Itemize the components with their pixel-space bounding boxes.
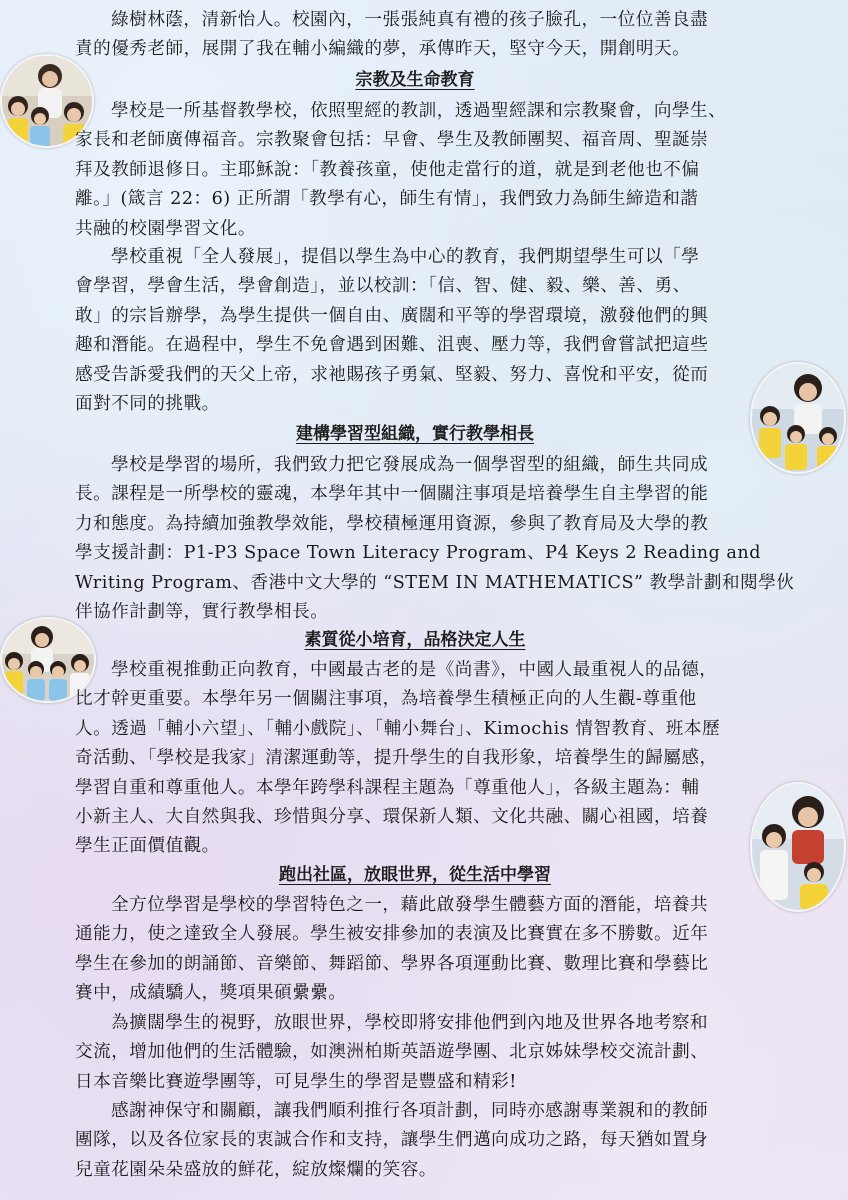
text-line: 家長和老師廣傳福音。宗教聚會包括：早會、學生及教師團契、福音周、聖誕崇 [75, 130, 709, 151]
text-line: 感受告訴愛我們的天父上帝，求祂賜孩子勇氣、堅毅、努力、喜悅和平安，從而 [75, 364, 709, 385]
text-line: 伴協作計劃等，實行教學相長。 [75, 601, 329, 622]
intro-paragraph [75, 6, 755, 65]
section4-paragraph-1 [75, 891, 755, 1009]
text-line: 團隊，以及各位家長的衷誠合作和支持，讓學生們邁向成功之路，每天猶如置身 [75, 1130, 709, 1151]
text-line: Writing Program、香港中文大學的 “STEM IN MATHEMATICS” 教學計劃和閱學伙 [75, 572, 795, 593]
section2-paragraph-1 [75, 451, 795, 627]
text-line: 面對不同的挑戰。 [75, 393, 220, 414]
text-line: 責的優秀老師，展開了我在輔小編織的夢，承傳昨天，堅守今天，開創明天。 [75, 39, 691, 60]
section-heading-character: 素質從小培育，品格決定人生 [304, 630, 526, 650]
text-line: 綠樹林蔭，清新怡人。校園內，一張張純真有禮的孩子臉孔，一位位善良盡 [111, 10, 709, 30]
text-line: 通能力，使之達致全人發展。學生被安排參加的表演及比賽實在多不勝數。近年 [75, 924, 709, 945]
text-line: 離。」(箴言 22：6) 正所謂「教學有心，師生有情」，我們致力為師生締造和諧 [75, 189, 699, 210]
text-line: 學生在參加的朗誦節、音樂節、舞蹈節、學界各項運動比賽、數理比賽和學藝比 [75, 953, 709, 974]
text-line: 賽中，成績驕人，獎項果碩纍纍。 [75, 983, 347, 1004]
text-line: 學校重視推動正向教育，中國最古老的是《尚書》，中國人最重視人的品德， [111, 660, 718, 680]
section-heading-learning-organization: 建構學習型組織，實行教學相長 [296, 424, 534, 444]
section4-paragraph-3 [75, 1097, 755, 1185]
text-line: 學校是一所基督教學校，依照聖經的教訓，透過聖經課和宗教聚會，向學生、 [111, 101, 727, 121]
text-line: 學生正面價值觀。 [75, 836, 220, 857]
photo-teacher-children-4 [750, 782, 846, 912]
text-line: 學校是學習的場所，我們致力把它發展成為一個學習型的組織，師生共同成 [111, 455, 709, 475]
photo-teacher-children-2 [750, 362, 846, 474]
text-line: 為擴闊學生的視野，放眼世界，學校即將安排他們到內地及世界各地考察和 [111, 1013, 709, 1033]
section1-paragraph-2 [75, 243, 755, 419]
section3-paragraph-1 [75, 656, 755, 862]
text-line: 小新主人、大自然與我、珍惜與分享、環保新人類、文化共融、關心祖國，培養 [75, 806, 709, 827]
text-line: 學習自重和尊重他人。本學年跨學科課程主題為「尊重他人」，各級主題為：輔 [75, 777, 700, 798]
text-line: 全方位學習是學校的學習特色之一，藉此啟發學生體藝方面的潛能，培養共 [111, 895, 709, 915]
text-line: 長。課程是一所學校的靈魂，本學年其中一個關注事項是培養學生自主學習的能 [75, 484, 709, 505]
text-line: 奇活動、「學校是我家」清潔運動等，提升學生的自我形象，培養學生的歸屬感， [75, 748, 718, 769]
text-line: 會學習，學會生活，學會創造」，並以校訓：「信、智、健、毅、樂、善、勇、 [75, 276, 691, 297]
text-line: 人。透過「輔小六望」、「輔小戲院」、「輔小舞台」、Kimochis 情智教育、班本歷 [75, 718, 721, 739]
text-line: 力和態度。為持續加強教學效能，學校積極運用資源，參與了教育局及大學的教 [75, 513, 709, 534]
text-line: 學支援計劃：P1-P3 Space Town Literacy Program、P4 Keys 2 Reading and [75, 543, 761, 564]
text-line: 敢」的宗旨辦學，為學生提供一個自由、廣闊和平等的學習環境，激發他們的興 [75, 305, 709, 326]
section1-paragraph-1 [75, 97, 755, 244]
text-line: 趣和潛能。在過程中，學生不免會遇到困難、沮喪、壓力等，我們會嘗試把這些 [75, 335, 709, 356]
text-line: 感謝神保守和關顧，讓我們順利推行各項計劃，同時亦感謝專業親和的教師 [111, 1101, 709, 1121]
text-line: 交流，增加他們的生活體驗，如澳洲柏斯英語遊學團、北京姊妹學校交流計劃、 [75, 1042, 709, 1063]
text-line: 拜及教師退修日。主耶穌說：「教養孩童，使他走當行的道，就是到老他也不偏 [75, 159, 700, 180]
text-line: 共融的校園學習文化。 [75, 218, 256, 239]
text-line: 日本音樂比賽遊學團等，可見學生的學習是豐盛和精彩! [75, 1071, 517, 1092]
text-line: 兒童花園朵朵盛放的鮮花，綻放燦爛的笑容。 [75, 1159, 437, 1180]
section-heading-religion: 宗教及生命教育 [355, 70, 475, 90]
section-heading-community: 跑出社區，放眼世界，從生活中學習 [279, 865, 551, 885]
text-line: 學校重視「全人發展」，提倡以學生為中心的教育，我們期望學生可以「學 [111, 247, 700, 267]
section4-paragraph-2 [75, 1009, 755, 1097]
text-line: 比才幹更重要。本學年另一個關注事項，為培養學生積極正向的人生觀-尊重他 [75, 689, 697, 710]
